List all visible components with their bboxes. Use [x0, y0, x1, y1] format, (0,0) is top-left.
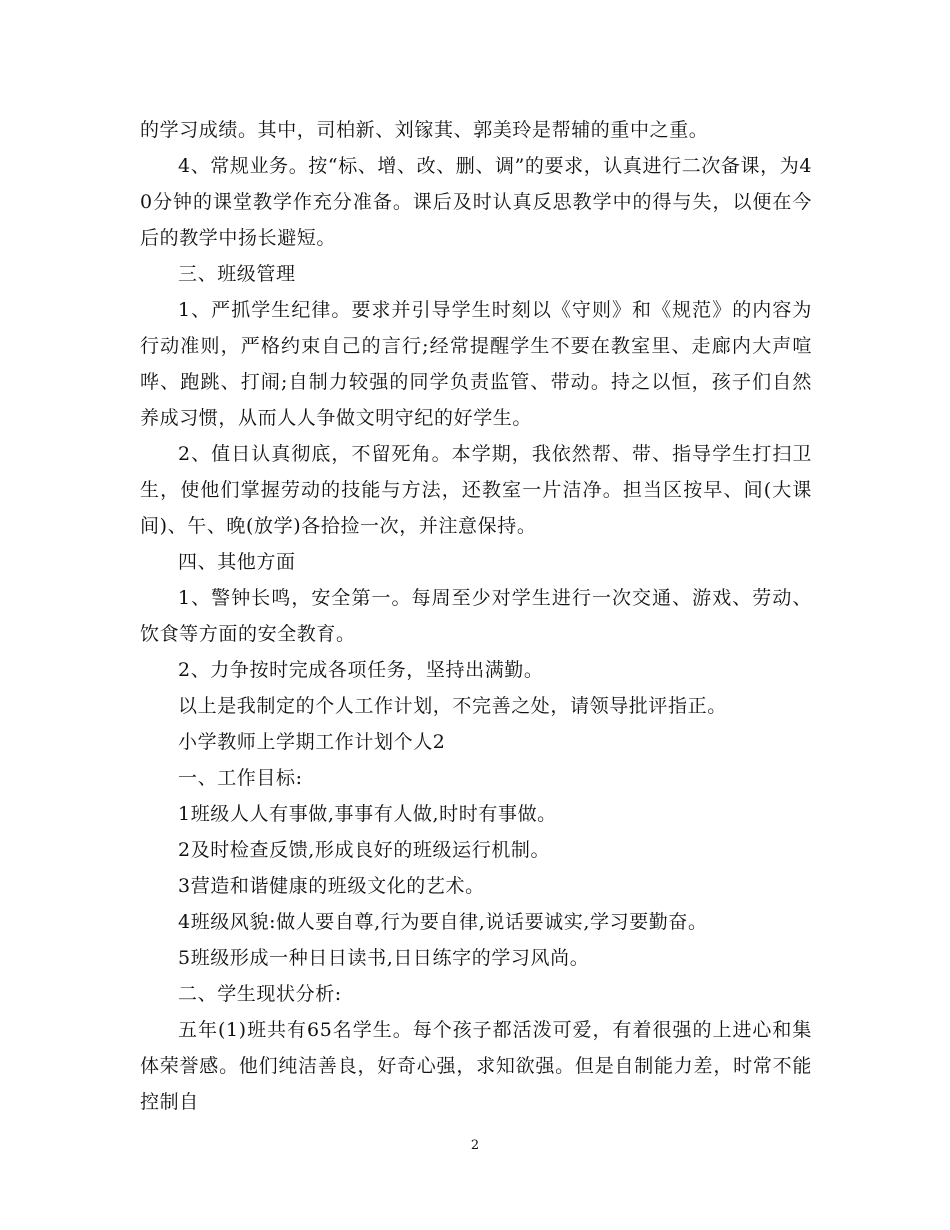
page-number: 2 — [470, 1138, 480, 1153]
paragraph: 2、值日认真彻底，不留死角。本学期，我依然帮、带、指导学生打扫卫生，使他们掌握劳动的技能与方法，还教室一片洁净。担当区按早、间(大课间)、午、晚(放学)各拾捡一次，并注意保持。 — [140, 443, 812, 537]
section-heading: 一、工作目标: — [178, 767, 303, 789]
section-heading: 二、学生现状分析: — [178, 983, 342, 1005]
section-heading: 四、其他方面 — [178, 551, 296, 573]
list-item: 5班级形成一种日日读书,日日练字的学习风尚。 — [178, 947, 590, 969]
document-body — [140, 112, 812, 1120]
paragraph: 2、力争按时完成各项任务，坚持出满勤。 — [178, 659, 544, 681]
document-subtitle: 小学教师上学期工作计划个人2 — [178, 731, 446, 753]
paragraph: 1、严抓学生纪律。要求并引导学生时刻以《守则》和《规范》的内容为行动准则，严格约束自己的言行;经常提醒学生不要在教室里、走廊内大声喧哗、跑跳、打闹;自制力较强的同学负责监管、带动。持之以恒，孩子们自然养成习惯，从而人人争做文明守纪的好学生。 — [140, 299, 812, 429]
paragraph: 五年(1)班共有65名学生。每个孩子都活泼可爱，有着很强的上进心和集体荣誉感。他们纯洁善良，好奇心强，求知欲强。但是自制能力差，时常不能控制自 — [140, 1019, 812, 1113]
paragraph: 1、警钟长鸣，安全第一。每周至少对学生进行一次交通、游戏、劳动、饮食等方面的安全教育。 — [140, 587, 812, 645]
list-item: 1班级人人有事做,事事有人做,时时有事做。 — [178, 803, 557, 825]
list-item: 3营造和谐健康的班级文化的艺术。 — [178, 875, 485, 897]
paragraph: 4、常规业务。按“标、增、改、删、调”的要求，认真进行二次备课，为40分钟的课堂教学作充分准备。课后及时认真反思教学中的得与失，以便在今后的教学中扬长避短。 — [140, 155, 813, 249]
paragraph: 的学习成绩。其中，司柏新、刘镓萁、郭美玲是帮辅的重中之重。 — [140, 119, 709, 141]
paragraph: 以上是我制定的个人工作计划，不完善之处，请领导批评指正。 — [178, 695, 727, 717]
list-item: 2及时检查反馈,形成良好的班级运行机制。 — [178, 839, 551, 861]
list-item: 4班级风貌:做人要自尊,行为要自律,说话要诚实,学习要勤奋。 — [178, 911, 708, 933]
section-heading: 三、班级管理 — [178, 263, 296, 285]
